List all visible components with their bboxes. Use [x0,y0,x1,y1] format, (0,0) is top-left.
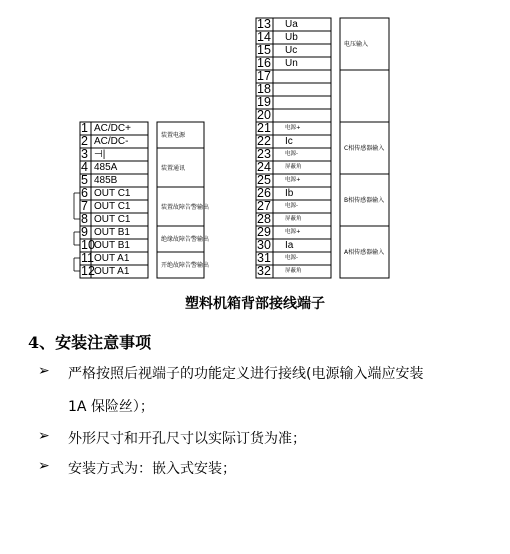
terminal-number: 24 [257,160,271,174]
terminal-label: Ib [285,188,294,199]
terminal-label: 485B [94,175,118,186]
terminal-number: 31 [257,251,271,265]
terminal-number: 16 [257,56,271,70]
function-description: 装置故障告警输出 [161,203,210,211]
terminal-number: 17 [257,69,271,83]
terminal-label: Uc [285,45,298,56]
terminal-number: 12 [81,264,95,278]
function-description: 装置电源 [161,132,186,139]
terminal-number: 8 [81,212,88,226]
terminal-label: Un [285,58,298,69]
terminal-label: Ia [285,240,294,251]
terminal-number: 9 [81,225,88,239]
terminal-number: 11 [81,251,94,265]
terminal-number: 25 [257,173,271,187]
terminal-number: 22 [257,134,271,148]
terminal-label: 电源+ [285,177,301,183]
function-description: B相传感器输入 [344,197,385,204]
terminal-number: 19 [257,95,271,109]
bullet-text: 外形尺寸和开孔尺寸以实际订货为准； [68,431,306,447]
terminal-number: 4 [81,160,88,174]
terminal-number: 1 [81,121,88,135]
terminal-label: 电源+ [285,229,301,235]
bullet-text: 安装方式为：嵌入式安装； [68,461,236,477]
function-description: 装置通讯 [161,164,186,172]
terminal-label: OUT A1 [94,266,130,277]
terminal-number: 18 [257,82,271,96]
terminal-label: OUT C1 [94,201,131,212]
terminal-number: 2 [81,134,88,148]
terminal-label: OUT B1 [94,240,130,251]
terminal-number: 13 [257,17,271,31]
bullet-marker: ➢ [38,428,50,444]
terminal-number: 28 [257,212,271,226]
function-description: 绝缘故障告警输出 [161,236,210,243]
terminal-label: Ub [285,32,298,43]
bullet-marker: ➢ [38,363,50,379]
terminal-number: 7 [81,199,88,213]
terminal-number: 5 [81,173,88,187]
terminal-label: ⊣| [94,149,106,160]
terminal-label: 485A [94,162,118,173]
terminal-label: OUT C1 [94,214,131,225]
terminal-number: 20 [257,108,271,122]
terminal-number: 23 [257,147,271,161]
terminal-number: 3 [81,147,88,161]
terminal-label: AC/DC+ [94,123,131,134]
terminal-number: 27 [257,199,271,213]
terminal-number: 29 [257,225,271,239]
terminal-number: 32 [257,264,271,278]
terminal-number: 21 [257,121,271,135]
terminal-number: 14 [257,30,271,44]
terminal-label: OUT C1 [94,188,131,199]
terminal-label: 屏蔽角 [285,216,302,222]
bullet-continuation: 1A 保险丝）； [68,399,154,415]
terminal-label: AC/DC- [94,136,129,147]
function-description: 电压输入 [344,41,369,48]
bullet-marker: ➢ [38,458,50,474]
function-description: 开绝故障告警输出 [161,262,210,269]
terminal-label: 电源- [285,255,298,261]
terminal-label: 屏蔽角 [285,268,302,274]
terminal-number: 6 [81,186,88,200]
terminal-label: OUT A1 [94,253,130,264]
figure-caption: 塑料机箱背部接线端子 [185,296,325,312]
terminal-label: 电源- [285,203,298,209]
function-description: C相传感器输入 [344,145,385,152]
section-heading: 4、安装注意事项 [28,333,152,352]
terminal-label: Ic [285,136,293,147]
terminal-number: 10 [81,238,95,252]
terminal-label: 电源- [285,151,298,157]
bullet-text: 严格按照后视端子的功能定义进行接线(电源输入端应安装 [68,366,424,382]
terminal-label: 屏蔽角 [285,164,302,170]
terminal-number: 15 [257,43,271,57]
terminal-number: 30 [257,238,271,252]
terminal-label: 电源+ [285,125,301,131]
terminal-label: Ua [285,19,298,30]
terminal-label: OUT B1 [94,227,130,238]
terminal-number: 26 [257,186,271,200]
function-description: A相传感器输入 [344,249,385,256]
